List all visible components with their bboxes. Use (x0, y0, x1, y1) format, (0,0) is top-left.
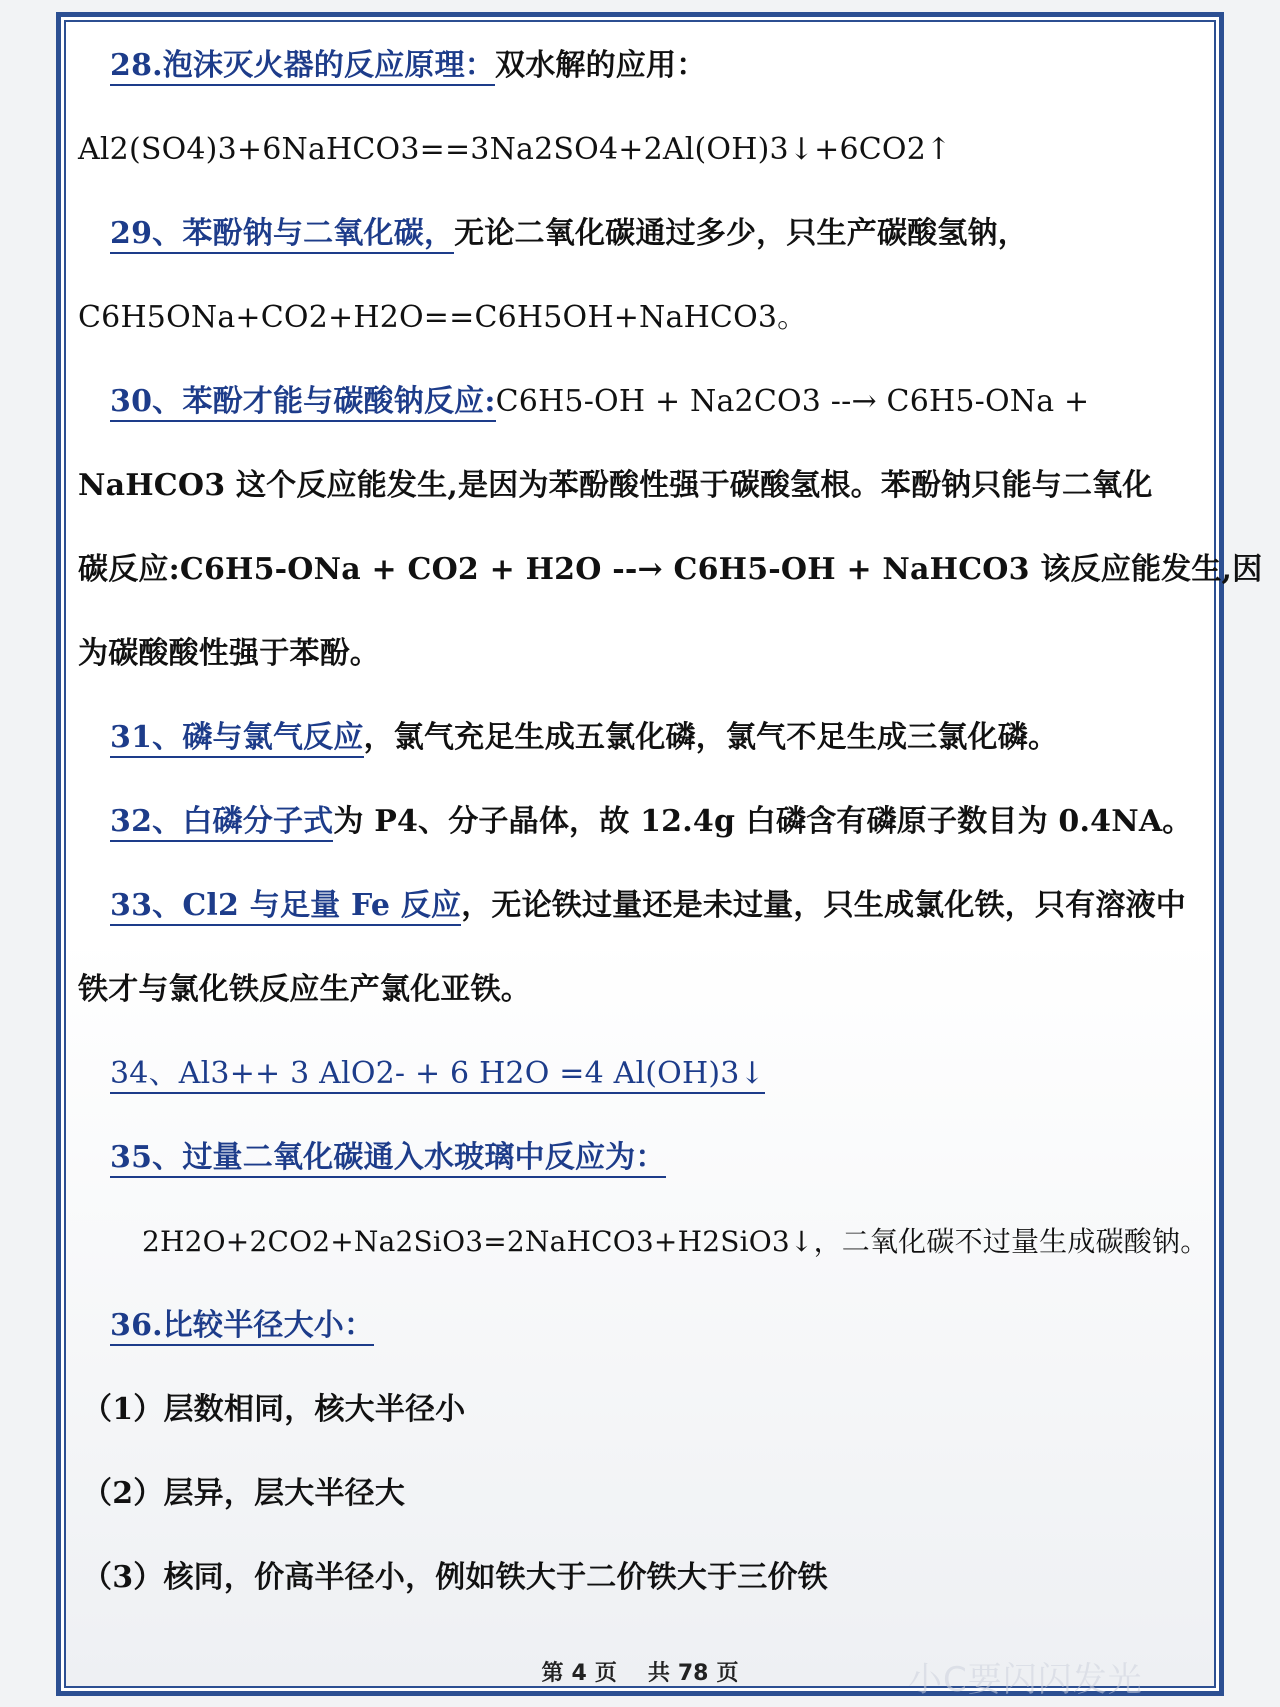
footer-total-number: 78 (677, 1661, 709, 1686)
item-36-line1 (110, 1306, 374, 1346)
item-32-text: 为 P4、分子晶体，故 12.4g 白磷含有磷原子数目为 0.4NA。 (333, 804, 1193, 839)
item-33-text: ，无论铁过量还是未过量，只生成氯化铁，只有溶液中 (461, 888, 1186, 923)
item-29-equation: C6H5ONa+CO2+H2O==C6H5OH+NaHCO3。 (78, 300, 808, 335)
item-35-line1 (110, 1138, 666, 1178)
item-29-text: 无论二氧化碳通过多少，只生产碳酸氢钠， (454, 216, 1028, 251)
item-28-text: 双水解的应用： (495, 48, 707, 83)
item-35-heading: 35、过量二氧化碳通入水玻璃中反应为： (110, 1140, 666, 1178)
item-30-heading: 30、苯酚才能与碳酸钠反应: (110, 384, 496, 422)
item-31-text: ，氯气充足生成五氯化磷，氯气不足生成三氯化磷。 (363, 720, 1059, 755)
item-33-line1 (110, 886, 1186, 926)
item-31-line1 (110, 718, 1058, 758)
item-33-heading: 33、Cl2 与足量 Fe 反应 (110, 888, 461, 926)
item-28-line1 (110, 46, 706, 86)
item-29-heading: 29、苯酚钠与二氧化碳， (110, 216, 454, 254)
item-30-text: C6H5-OH + Na2CO3 --→ C6H5-ONa + (495, 384, 1090, 419)
footer-total-suffix: 页 (716, 1661, 739, 1686)
item-30-line3: 碳反应:C6H5-ONa + CO2 + H2O --→ C6H5-OH + NaHCO3 该反应能发生,因 (78, 552, 1263, 587)
item-35-equation: 2H2O+2CO2+Na2SiO3=2NaHCO3+H2SiO3↓，二氧化碳不过量生成碳酸钠。 (142, 1225, 1209, 1258)
item-32-line1 (110, 802, 1193, 842)
item-34-line1 (110, 1054, 765, 1094)
item-36-point-1: （1）层数相同，核大半径小 (82, 1392, 466, 1427)
watermark: 小C要闪闪发光 (908, 1660, 1143, 1700)
item-30-line1 (110, 382, 1089, 422)
item-28-equation: Al2(SO4)3+6NaHCO3==3Na2SO4+2Al(OH)3↓+6CO2↑ (78, 132, 952, 167)
item-34-heading: 34、Al3++ 3 AlO2- + 6 H2O =4 Al(OH)3↓ (110, 1056, 765, 1094)
item-30-line2: NaHCO3 这个反应能发生,是因为苯酚酸性强于碳酸氢根。苯酚钠只能与二氧化 (78, 468, 1153, 503)
footer-total-prefix: 共 (647, 1661, 670, 1686)
item-31-heading: 31、磷与氯气反应 (110, 720, 364, 758)
item-33-line2: 铁才与氯化铁反应生产氯化亚铁。 (78, 972, 531, 1007)
item-30-line4: 为碳酸酸性强于苯酚。 (78, 636, 380, 671)
item-28-heading: 28.泡沫灭火器的反应原理： (110, 48, 495, 86)
item-32-heading: 32、白磷分子式 (110, 804, 333, 842)
item-36-point-3: （3）核同，价高半径小，例如铁大于二价铁大于三价铁 (82, 1560, 828, 1595)
item-36-heading: 36.比较半径大小： (110, 1308, 374, 1346)
item-36-point-2: （2）层异，层大半径大 (82, 1476, 406, 1511)
footer-page-suffix: 页 (594, 1661, 617, 1686)
footer-page-prefix: 第 (541, 1661, 564, 1686)
item-29-line1 (110, 214, 1028, 254)
footer-page-number: 4 (571, 1661, 587, 1686)
